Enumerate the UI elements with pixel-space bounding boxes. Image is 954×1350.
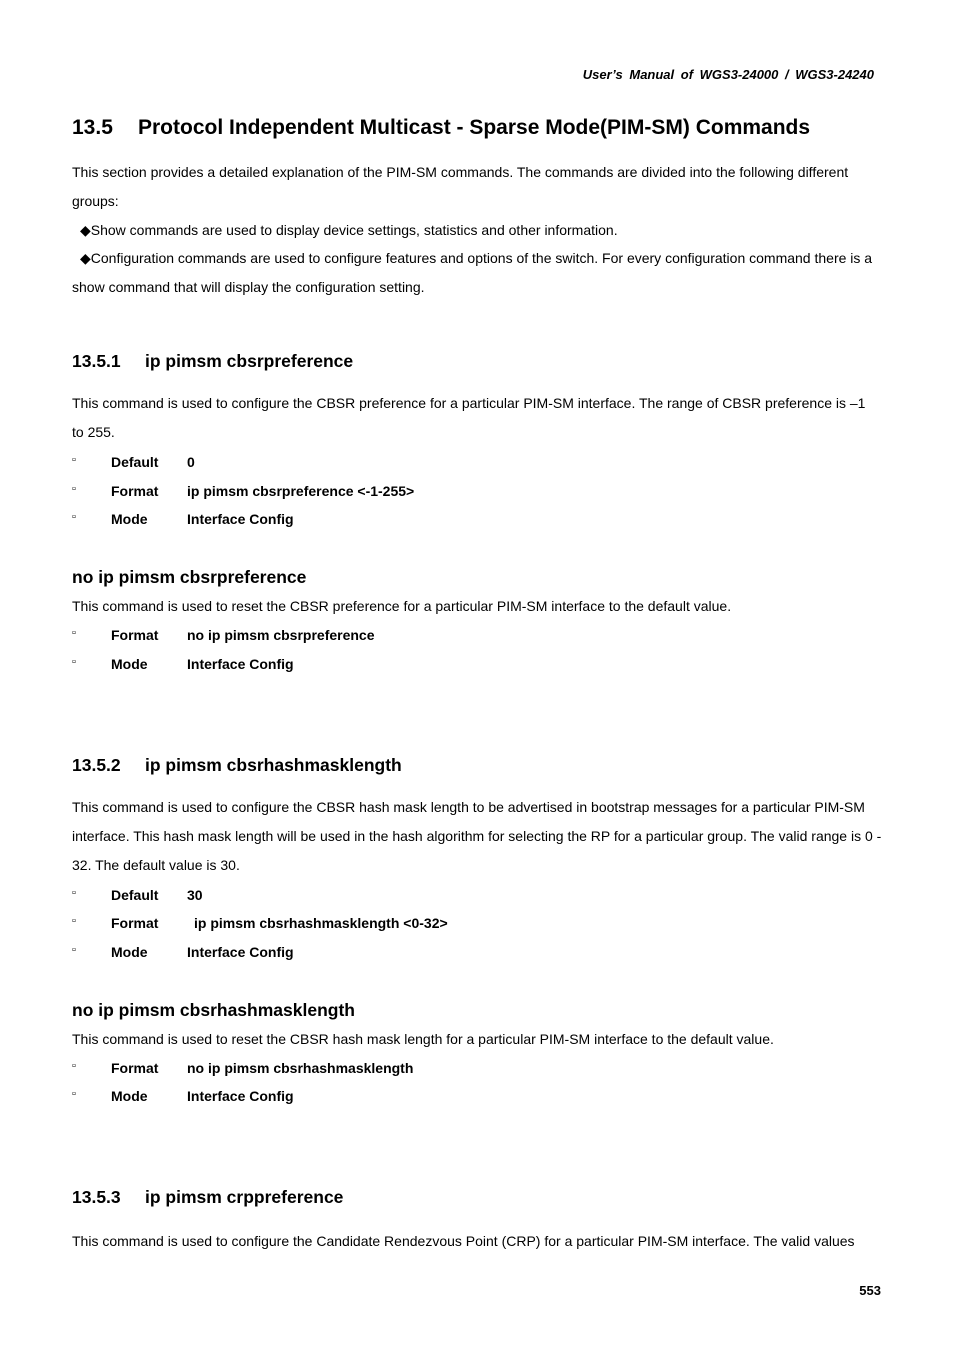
subsection-title: ip pimsm crppreference — [145, 1187, 344, 1207]
no-cbsrhashmasklength-description: This command is used to reset the CBSR hash mask length for a particular PIM-SM interface to the default value. — [72, 1031, 774, 1047]
row-value: 0 — [187, 454, 195, 470]
subsection-title: ip pimsm cbsrhashmasklength — [145, 755, 402, 775]
section-intro: This section provides a detailed explanation of the PIM-SM commands. The commands are divided into the following different groups: — [72, 164, 849, 209]
row-bullet: ▫ — [72, 915, 76, 927]
no-cbsrhashmasklength-heading: no ip pimsm cbsrhashmasklength — [72, 1000, 355, 1020]
row-value: ip pimsm cbsrhashmasklength <0-32> — [194, 915, 448, 931]
row-value: no ip pimsm cbsrhashmasklength — [187, 1060, 414, 1076]
bullet-show-commands: ◆Show commands are used to display device settings, statistics and other information. — [80, 222, 618, 238]
row-bullet: ▫ — [72, 483, 76, 495]
row-value: Interface Config — [187, 511, 294, 527]
row-bullet: ▫ — [72, 454, 76, 466]
row-key: Mode — [111, 1088, 148, 1104]
row-value: 30 — [187, 887, 203, 903]
row-bullet: ▫ — [72, 627, 76, 639]
subsection-heading-13-5-1 — [72, 351, 353, 372]
row-key: Format — [111, 915, 159, 931]
row-value: Interface Config — [187, 944, 294, 960]
row-bullet: ▫ — [72, 944, 76, 956]
subsection-heading-13-5-3 — [72, 1187, 343, 1208]
row-value: ip pimsm cbsrpreference <-1-255> — [187, 483, 415, 499]
row-value: no ip pimsm cbsrpreference — [187, 627, 375, 643]
page-number: 553 — [859, 1283, 881, 1298]
bullet-config-commands: ◆Configuration commands are used to configure features and options of the switch. For every configuration command there is a show command that will display the configuration setting. — [72, 250, 873, 295]
subsection-number: 13.5.1 — [72, 351, 121, 371]
subsection-heading-13-5-2 — [72, 755, 402, 776]
subsection-number: 13.5.2 — [72, 755, 121, 775]
row-key: Default — [111, 887, 159, 903]
row-value: Interface Config — [187, 1088, 294, 1104]
row-key: Mode — [111, 944, 148, 960]
subsection-number: 13.5.3 — [72, 1187, 121, 1207]
row-key: Default — [111, 454, 159, 470]
row-bullet: ▫ — [72, 1088, 76, 1100]
section-title: Protocol Independent Multicast - Sparse Mode(PIM-SM) Commands — [138, 116, 811, 139]
row-key: Mode — [111, 511, 148, 527]
row-bullet: ▫ — [72, 1060, 76, 1072]
section-number: 13.5 — [72, 116, 113, 139]
row-key: Mode — [111, 656, 148, 672]
row-key: Format — [111, 1060, 159, 1076]
no-cbsrpreference-description: This command is used to reset the CBSR preference for a particular PIM-SM interface to the default value. — [72, 598, 732, 614]
row-bullet: ▫ — [72, 656, 76, 668]
crppreference-description: This command is used to configure the Candidate Rendezvous Point (CRP) for a particular PIM-SM interface. The valid values — [72, 1233, 855, 1249]
cbsrhashmasklength-description: This command is used to configure the CBSR hash mask length to be advertised in bootstrap messages for a particular PIM-SM interface. This hash mask length will be used in the hash algorithm for selecting the RP for a particular group. The valid range is 0 - 32. The default value is 30. — [72, 799, 882, 873]
row-key: Format — [111, 483, 159, 499]
subsection-title: ip pimsm cbsrpreference — [145, 351, 354, 371]
row-bullet: ▫ — [72, 511, 76, 523]
cbsrpreference-description: This command is used to configure the CBSR preference for a particular PIM-SM interface. The range of CBSR preference is –1 to 255. — [72, 395, 866, 440]
section-heading — [72, 116, 810, 140]
page-header: User’s Manual of WGS3-24000 / WGS3-24240 — [582, 67, 874, 82]
row-value: Interface Config — [187, 656, 294, 672]
no-cbsrpreference-heading: no ip pimsm cbsrpreference — [72, 567, 307, 587]
row-bullet: ▫ — [72, 887, 76, 899]
row-key: Format — [111, 627, 159, 643]
